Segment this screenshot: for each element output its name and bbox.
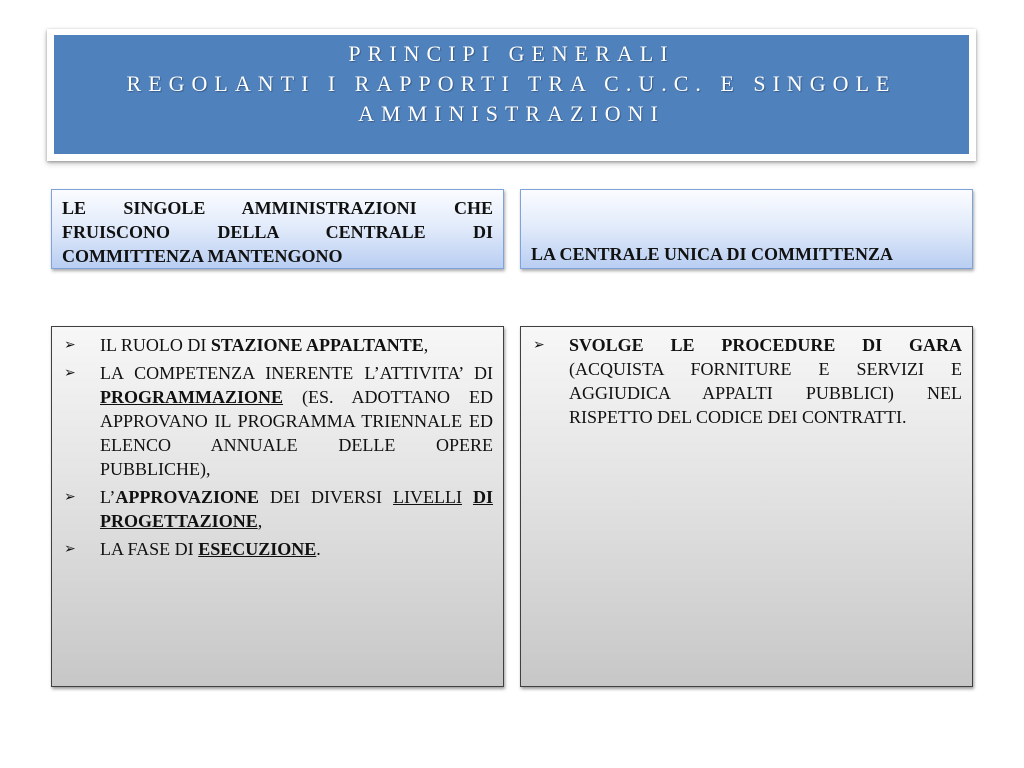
item-text: , — [423, 335, 429, 355]
item-bold-text: STAZIONE APPALTANTE — [210, 335, 424, 355]
arrowhead-bullet-icon: ➢ — [533, 337, 545, 353]
item-text: . — [316, 539, 321, 559]
item-text: LA FASE DI — [100, 539, 199, 559]
item-text: L’ — [100, 487, 116, 507]
right-bullet-list — [531, 333, 962, 429]
right-header-panel — [520, 189, 973, 269]
slide-title — [54, 35, 969, 154]
item-text: , — [257, 511, 263, 531]
left-bullet-list — [62, 333, 493, 561]
item-text: IL RUOLO DI — [100, 335, 211, 355]
arrowhead-bullet-icon: ➢ — [64, 337, 76, 353]
item-bold-underline-text: PROGRAMMAZIONE — [100, 387, 283, 407]
list-item — [62, 485, 493, 533]
item-bold-underline-text: DI PROGETTAZIONE — [100, 487, 493, 531]
title-line-1: PRINCIPI GENERALI — [348, 41, 675, 66]
title-frame — [47, 29, 976, 161]
title-line-3: AMMINISTRAZIONI — [358, 101, 665, 126]
title-line-2: REGOLANTI I RAPPORTI TRA C.U.C. E SINGOLE — [126, 71, 897, 96]
list-item — [62, 361, 493, 481]
item-text: LA COMPETENZA INERENTE L’ATTIVITA’ DI — [100, 363, 493, 383]
arrowhead-bullet-icon: ➢ — [64, 365, 76, 381]
left-header-text: LE SINGOLE AMMINISTRAZIONI CHE FRUISCONO DELLA CENTRALE DI COMMITTENZA MANTENGONO — [62, 198, 493, 266]
item-bold-text: SVOLGE LE PROCEDURE DI GARA — [569, 335, 962, 355]
list-item — [62, 333, 493, 357]
item-text: (ES. ADOTTANO ED APPROVANO IL PROGRAMMA TRIENNALE ED ELENCO ANNUALE DELLE OPERE PUBBLICHE), — [100, 387, 493, 479]
arrowhead-bullet-icon: ➢ — [64, 489, 76, 505]
list-item — [531, 333, 962, 429]
right-header-text: LA CENTRALE UNICA DI COMMITTENZA — [531, 244, 894, 264]
item-bold-text: APPROVAZIONE — [115, 487, 260, 507]
right-content-panel — [520, 326, 973, 687]
item-text: DEI DIVERSI — [259, 487, 394, 507]
left-content-panel — [51, 326, 504, 687]
arrowhead-bullet-icon: ➢ — [64, 541, 76, 557]
item-text: (ACQUISTA FORNITURE E SERVIZI E AGGIUDICA APPALTI PUBBLICI) NEL RISPETTO DEL CODICE DEI CONTRATTI. — [569, 359, 962, 427]
left-header-panel — [51, 189, 504, 269]
list-item — [62, 537, 493, 561]
item-bold-underline-text: ESECUZIONE — [198, 539, 317, 559]
item-underline-text: LIVELLI — [393, 487, 462, 507]
